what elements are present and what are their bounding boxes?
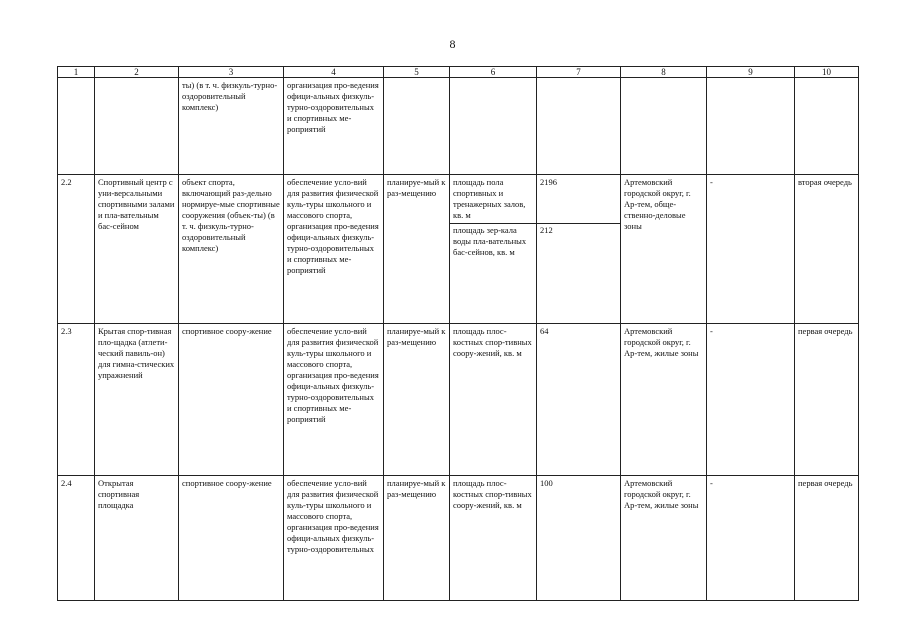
cell-object-type: объект спорта, включающий раз-дельно нормируе-мые спортивные сооружения (объек-ты) (в т. ч. физкуль-турно-оздоровительный комплекс): [179, 175, 284, 324]
column-header: 4: [284, 67, 384, 78]
cell-object-name: Крытая спор-тивная пло-щадка (атлети-ческий павиль-он) для гимна-стических упражнений: [95, 324, 179, 476]
cell-empty: [795, 78, 859, 175]
characteristic-1: площадь пола спортивных и тренажерных залов, кв. м: [450, 175, 536, 224]
column-header: 1: [58, 67, 95, 78]
cell-purpose: обеспечение усло-вий для развития физической куль-туры школьного и массового спорта, организация про-ведения офици-альных физкуль-турно-оздоровительных и спортивных ме-роприятий: [284, 324, 384, 476]
cell-object-type: спортивное соору-жение: [179, 476, 284, 601]
cell-stage: первая очередь: [795, 476, 859, 601]
value-2: 212: [540, 225, 553, 235]
column-header: 9: [707, 67, 795, 78]
cell-purpose: организация про-ведения офици-альных физкуль-турно-оздоровительных и спортивных ме-роприятий: [284, 78, 384, 175]
cell-empty: [384, 78, 450, 175]
cell-values: [537, 175, 621, 324]
cell-number: 2.4: [58, 476, 95, 601]
cell-empty: [58, 78, 95, 175]
cell-number: 2.3: [58, 324, 95, 476]
column-header: 2: [95, 67, 179, 78]
cell-status: планируе-мый к раз-мещению: [384, 324, 450, 476]
column-header: 10: [795, 67, 859, 78]
characteristic-2: площадь зер-кала воды пла-вательных бас-сейнов, кв. м: [453, 225, 527, 257]
header-row: [58, 67, 859, 78]
cell-characteristic: площадь плос-костных спор-тивных соору-жений, кв. м: [450, 476, 537, 601]
cell-object-type: ты) (в т. ч. физкуль-турно-оздоровительный комплекс): [179, 78, 284, 175]
cell-purpose: обеспечение усло-вий для развития физической куль-туры школьного и массового спорта, организация про-ведения офици-альных физкуль-турно-оздоровительных: [284, 476, 384, 601]
column-header: 6: [450, 67, 537, 78]
cell-object-name: Спортивный центр с уни-версальными спортивными залами и пла-вательным бас-сейном: [95, 175, 179, 324]
cell-empty: [450, 78, 537, 175]
cell-empty: [621, 78, 707, 175]
cell-location: Артемовский городской округ, г. Ар-тем, обще-ственно-деловые зоны: [621, 175, 707, 324]
planning-table: [57, 66, 859, 601]
cell-zone: -: [707, 175, 795, 324]
cell-characteristic: площадь плос-костных спор-тивных соору-жений, кв. м: [450, 324, 537, 476]
cell-location: Артемовский городской округ, г. Ар-тем, жилые зоны: [621, 324, 707, 476]
cell-empty: [537, 78, 621, 175]
cell-empty: [707, 78, 795, 175]
cell-object-name: Открытая спортивная площадка: [95, 476, 179, 601]
cell-stage: вторая очередь: [795, 175, 859, 324]
cell-zone: -: [707, 476, 795, 601]
cell-value: 64: [537, 324, 621, 476]
cell-number: 2.2: [58, 175, 95, 324]
page-number: 8: [449, 37, 456, 51]
cell-stage: первая очередь: [795, 324, 859, 476]
cell-zone: -: [707, 324, 795, 476]
column-header: 7: [537, 67, 621, 78]
column-header: 8: [621, 67, 707, 78]
table-row: [58, 324, 859, 476]
cell-empty: [95, 78, 179, 175]
table-row: [58, 175, 859, 324]
cell-status: планируе-мый к раз-мещению: [384, 476, 450, 601]
cell-value: 100: [537, 476, 621, 601]
cell-object-type: спортивное соору-жение: [179, 324, 284, 476]
cell-characteristics: [450, 175, 537, 324]
column-header: 5: [384, 67, 450, 78]
cell-location: Артемовский городской округ, г. Ар-тем, жилые зоны: [621, 476, 707, 601]
table-row-continued: [58, 78, 859, 175]
table-row: [58, 476, 859, 601]
column-header: 3: [179, 67, 284, 78]
cell-status: планируе-мый к раз-мещению: [384, 175, 450, 324]
cell-purpose: обеспечение усло-вий для развития физической куль-туры школьного и массового спорта, организация про-ведения офици-альных физкуль-турно-оздоровительных и спортивных ме-роприятий: [284, 175, 384, 324]
value-1: 2196: [537, 175, 620, 224]
